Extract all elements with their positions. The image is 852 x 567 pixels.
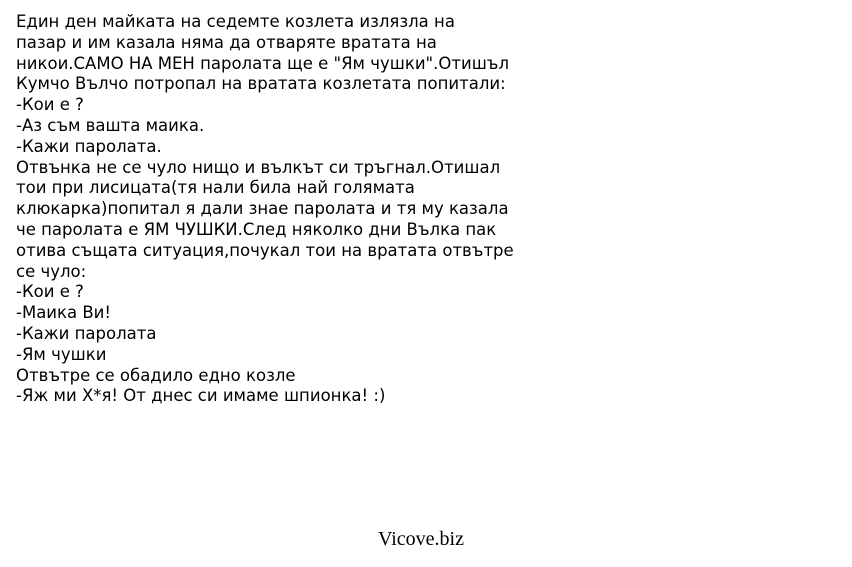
text-line: че паролата е ЯМ ЧУШКИ.След няколко дни Вълка пак: [16, 219, 497, 239]
text-line: Отвънка не се чуло нищо и вълкът си тръгнал.Отишал: [16, 157, 501, 177]
text-line: отива същата ситуация,почукал тои на вратата отвътре: [16, 240, 514, 260]
text-line: се чуло:: [16, 261, 87, 281]
joke-text: [16, 12, 836, 407]
text-line: -Маика Ви!: [16, 303, 112, 323]
text-line: -Яж ми Х*я! От днес си имаме шпионка! :): [16, 386, 386, 406]
text-line: Кумчо Вълчо потропал на вратата козлетата попитали:: [16, 74, 506, 94]
text-line: клюкарка)попитал я дали знае паролата и тя му казала: [16, 199, 509, 219]
text-line: никои.САМО НА МЕН паролата ще е "Ям чушки".Отишъл: [16, 53, 510, 73]
text-line: -Ям чушки: [16, 344, 107, 364]
text-line: -Кажи паролата: [16, 323, 157, 343]
site-watermark: Vicove.biz: [378, 528, 464, 550]
text-line: пазар и им казала няма да отваряте вратата на: [16, 32, 437, 52]
text-line: -Кажи паролата.: [16, 136, 162, 156]
text-line: Отвътре се обадило едно козле: [16, 365, 296, 385]
text-line: -Кои е ?: [16, 282, 84, 302]
text-line: Един ден майката на седемте козлета излязла на: [16, 12, 455, 31]
text-line: тои при лисицата(тя нали била най голямата: [16, 178, 415, 198]
text-line: -Кои е ?: [16, 95, 84, 115]
text-line: -Аз съм вашта маика.: [16, 115, 205, 135]
